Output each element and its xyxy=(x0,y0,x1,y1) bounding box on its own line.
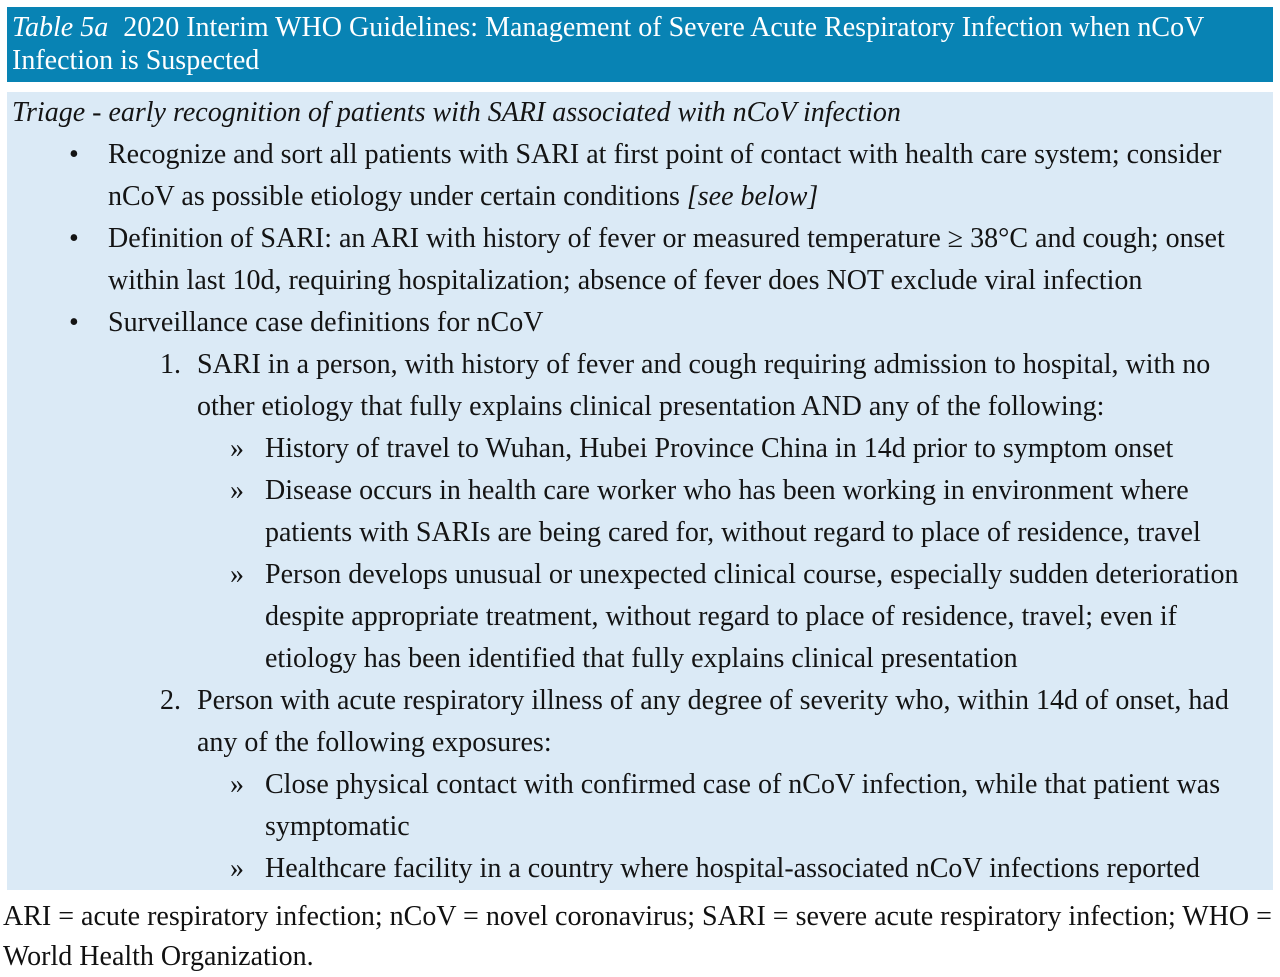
list-item xyxy=(12,344,1265,428)
list-item xyxy=(12,470,1265,554)
list-item-text: Definition of SARI: an ARI with history of fever or measured temperature ≥ 38°C and cough; onset within last 10d, requiring hospitalization; absence of fever does NOT exclude viral infection xyxy=(108,223,1225,296)
table-title: 2020 Interim WHO Guidelines: Management of Severe Acute Respiratory Infection when nCoV Infection is Suspected xyxy=(12,12,1204,76)
number-marker: 1. xyxy=(160,349,181,380)
number-marker: 2. xyxy=(160,685,181,716)
list-item xyxy=(12,848,1265,890)
list-item xyxy=(12,680,1265,764)
list-item-text: History of travel to Wuhan, Hubei Province China in 14d prior to symptom onset xyxy=(265,433,1174,464)
chevron-marker: » xyxy=(230,853,244,884)
list-item xyxy=(12,302,1265,344)
chevron-marker: » xyxy=(230,475,244,506)
bullet-marker: • xyxy=(69,223,79,254)
chevron-marker: » xyxy=(230,559,244,590)
list-item-text: Close physical contact with confirmed case of nCoV infection, while that patient was symptomatic xyxy=(265,769,1221,842)
table-body xyxy=(7,92,1273,890)
table-header xyxy=(7,7,1273,82)
list-item-text: Disease occurs in health care worker who has been working in environment where patients with SARIs are being cared for, without regard to place of residence, travel xyxy=(265,475,1201,548)
table-number: Table 5a xyxy=(12,12,109,43)
list-item-text: Recognize and sort all patients with SARI at first point of contact with health care system; consider nCoV as possible etiology under certain conditions [see below] xyxy=(108,139,1222,212)
see-below-note: [see below] xyxy=(686,181,819,212)
list-item xyxy=(12,764,1265,848)
chevron-marker: » xyxy=(230,433,244,464)
list-item-text: Surveillance case definitions for nCoV xyxy=(108,307,544,338)
list-item-text: SARI in a person, with history of fever and cough requiring admission to hospital, with no other etiology that fully explains clinical presentation AND any of the following: xyxy=(197,349,1211,422)
list-item xyxy=(12,554,1265,680)
bullet-marker: • xyxy=(69,139,79,170)
criteria-list xyxy=(12,134,1265,890)
list-item xyxy=(12,134,1265,218)
list-item-text: Person develops unusual or unexpected clinical course, especially sudden deterioration despite appropriate treatment, without regard to place of residence, travel; even if etiology has been identified that fully explains clinical presentation xyxy=(265,559,1239,674)
list-item xyxy=(12,218,1265,302)
section-heading: Triage - early recognition of patients with SARI associated with nCoV infection xyxy=(12,97,901,128)
footnote: ARI = acute respiratory infection; nCoV = novel coronavirus; SARI = severe acute respiratory infection; WHO = World Health Organization. xyxy=(3,901,1272,972)
chevron-marker: » xyxy=(230,769,244,800)
list-item-text: Person with acute respiratory illness of any degree of severity who, within 14d of onset, had any of the following exposures: xyxy=(197,685,1229,758)
list-item-text: Healthcare facility in a country where hospital-associated nCoV infections reported xyxy=(265,853,1200,884)
list-item xyxy=(12,428,1265,470)
bullet-marker: • xyxy=(69,307,79,338)
